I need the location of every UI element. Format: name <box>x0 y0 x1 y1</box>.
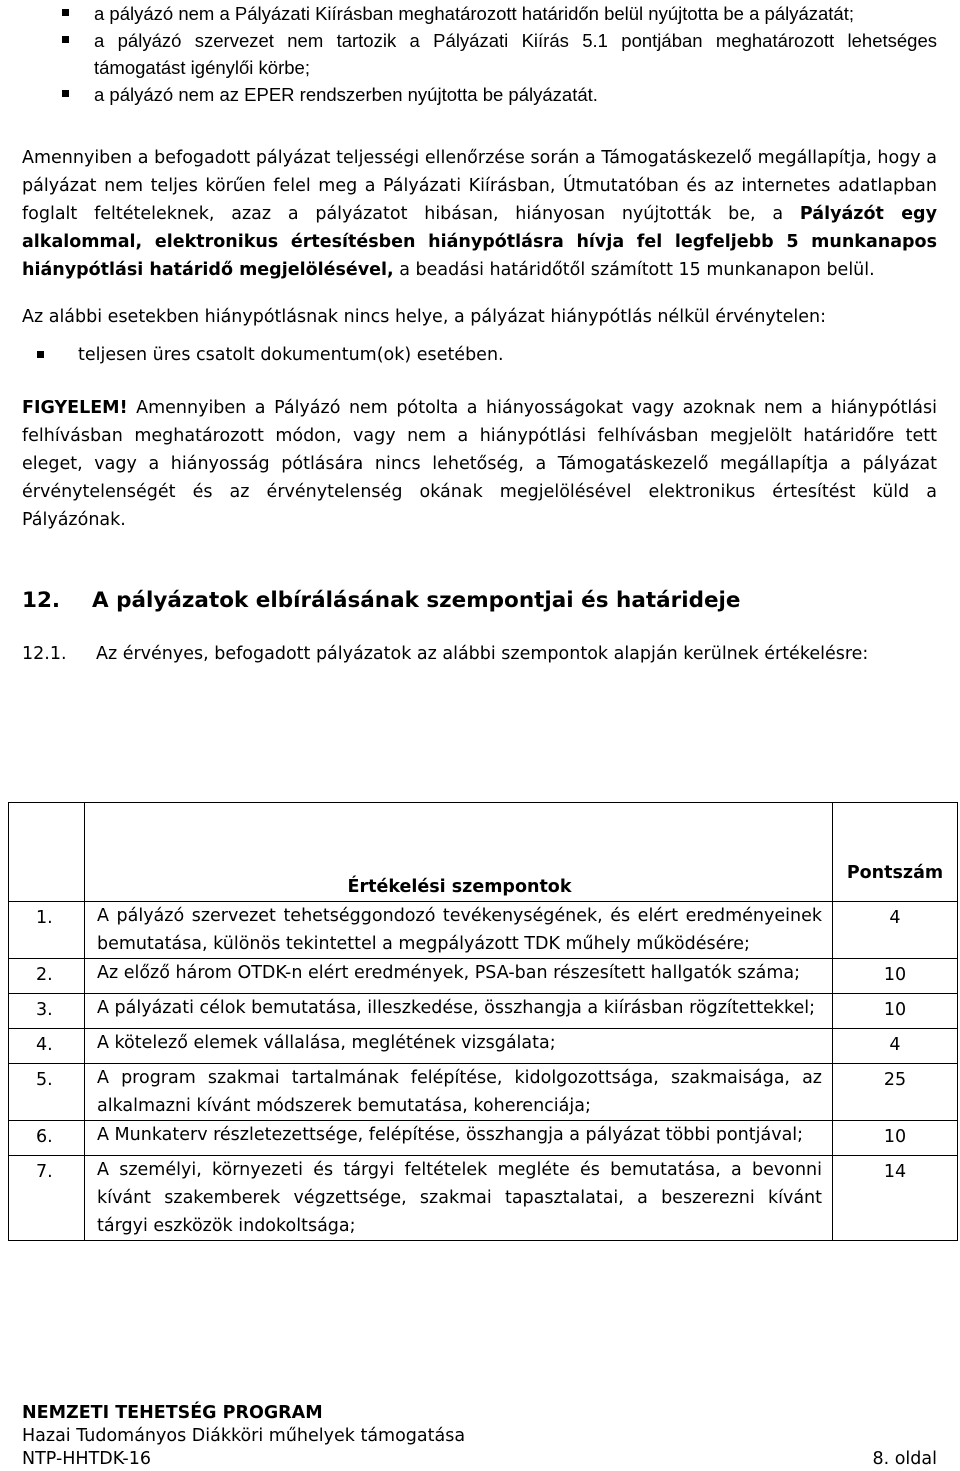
footer-subtitle: Hazai Tudományos Diákköri műhelyek támogatása <box>22 1426 466 1446</box>
row-score: 14 <box>833 1156 958 1241</box>
row-criterion: A program szakmai tartalmának felépítése, kidolgozottsága, szakmaisága, az alkalmazni kívánt módszerek bemutatása, koherenciája; <box>85 1064 833 1121</box>
row-criterion: A személyi, környezeti és tárgyi feltételek megléte és bemutatása, a bevonni kívánt szakemberek végzettsége, szakmai tapasztalatai, a beszerezni kívánt tárgyi eszközök indokoltsága; <box>85 1156 833 1241</box>
row-criterion: Az előző három OTDK-n elért eredmények, PSA-ban részesített hallgatók száma; <box>85 959 833 994</box>
row-criterion: A pályázó szervezet tehetséggondozó tevékenységének, és elért eredményeinek bemutatása, különös tekintettel a megpályázott TDK műhely működésére; <box>85 902 833 959</box>
row-score: 4 <box>833 902 958 959</box>
table-header-row <box>9 803 958 902</box>
header-cell-score: Pontszám <box>833 803 958 902</box>
list-item-text: a pályázó nem az EPER rendszerben nyújtotta be pályázatát. <box>94 84 598 105</box>
list-item <box>22 27 937 81</box>
row-criterion: A kötelező elemek vállalása, meglétének vizsgálata; <box>85 1029 833 1064</box>
row-number: 4. <box>9 1029 85 1064</box>
table-row <box>9 994 958 1029</box>
section-title: A pályázatok elbírálásának szempontjai és határideje <box>92 588 741 613</box>
row-number: 7. <box>9 1156 85 1241</box>
list-item <box>22 0 937 27</box>
paragraph-warning: FIGYELEM! Amennyiben a Pályázó nem pótolta a hiányosságokat vagy azoknak nem a hiánypótlási felhívásban meghatározott módon, vagy nem a hiánypótlási felhívásban megjelölt határidőre tett eleget, vagy a hiányosság pótlására nincs lehetőség, a Támogatáskezelő megállapítja a pályázat érvénytelenségét és az érvénytelenség okának megjelölésével elektronikus értesítést küld a Pályázónak. <box>22 398 937 530</box>
row-score: 10 <box>833 1121 958 1156</box>
row-number: 5. <box>9 1064 85 1121</box>
row-number: 6. <box>9 1121 85 1156</box>
list-item-text: a pályázó nem a Pályázati Kiírásban meghatározott határidőn belül nyújtotta be a pályázatát; <box>94 3 854 24</box>
page-footer <box>22 1402 937 1471</box>
row-number: 3. <box>9 994 85 1029</box>
paragraph-completeness-check: Amennyiben a befogadott pályázat teljességi ellenőrzése során a Támogatáskezelő megállapítja, hogy a pályázat nem teljes körűen felel meg a Pályázati Kiírásban, Útmutatóban és az internetes adatlapban foglalt feltételeknek, azaz a pályázatot hibásan, hiányosan nyújtották be, a Pályázót egy alkalommal, elektronikus értesítésben hiánypótlásra hívja fel legfeljebb 5 munkanapos hiánypótlási határidő megjelölésével, a beadási határidőtől számított 15 munkanapon belül. <box>22 148 937 280</box>
paragraph-no-remedy: Az alábbi esetekben hiánypótlásnak nincs helye, a pályázat hiánypótlás nélkül érvénytelen: <box>22 307 827 327</box>
list-item <box>22 81 937 108</box>
top-bullet-list <box>22 0 937 108</box>
row-score: 10 <box>833 994 958 1029</box>
bold-emphasis: Pályázót egy alkalommal, elektronikus értesítésben hiánypótlásra hívja fel legfeljebb 5 munkanapos hiánypótlási határidő megjelölésével, <box>22 204 937 280</box>
sub-bullet-list <box>22 342 937 369</box>
evaluation-table <box>8 802 958 1241</box>
table-row <box>9 1064 958 1121</box>
list-item-text: teljesen üres csatolt dokumentum(ok) esetében. <box>78 345 504 365</box>
row-number: 1. <box>9 902 85 959</box>
row-score: 10 <box>833 959 958 994</box>
section-number: 12. <box>22 588 61 613</box>
table-row <box>9 959 958 994</box>
list-item <box>22 342 937 369</box>
row-criterion: A pályázati célok bemutatása, illeszkedése, összhangja a kiírásban rögzítettekkel; <box>85 994 833 1029</box>
table-row <box>9 1156 958 1241</box>
table-row <box>9 1029 958 1064</box>
table-row <box>9 1121 958 1156</box>
footer-code: NTP-HHTDK-16 <box>22 1449 151 1469</box>
row-number: 2. <box>9 959 85 994</box>
bullet-icon <box>62 90 69 97</box>
header-cell-criteria: Értékelési szempontok <box>85 803 833 902</box>
footer-program: NEMZETI TEHETSÉG PROGRAM <box>22 1403 323 1423</box>
row-criterion: A Munkaterv részletezettsége, felépítése, összhangja a pályázat többi pontjával; <box>85 1121 833 1156</box>
subsection-number: 12.1. <box>22 644 67 664</box>
row-score: 25 <box>833 1064 958 1121</box>
bullet-icon <box>62 36 69 43</box>
warning-label: FIGYELEM! <box>22 398 128 418</box>
table-row <box>9 902 958 959</box>
section-heading <box>22 586 937 616</box>
footer-row <box>22 1448 937 1471</box>
document-page <box>22 0 937 668</box>
header-cell-number <box>9 803 85 902</box>
page-number: 8. oldal <box>872 1449 937 1469</box>
list-item-text: a pályázó szervezet nem tartozik a Pályázati Kiírás 5.1 pontjában meghatározott lehetséges támogatást igénylői körbe; <box>94 30 937 78</box>
bullet-icon <box>37 351 44 358</box>
subsection-paragraph: 12.1. Az érvényes, befogadott pályázatok az alábbi szempontok alapján kerülnek értékelésre: <box>22 640 937 668</box>
row-score: 4 <box>833 1029 958 1064</box>
bullet-icon <box>62 9 69 16</box>
